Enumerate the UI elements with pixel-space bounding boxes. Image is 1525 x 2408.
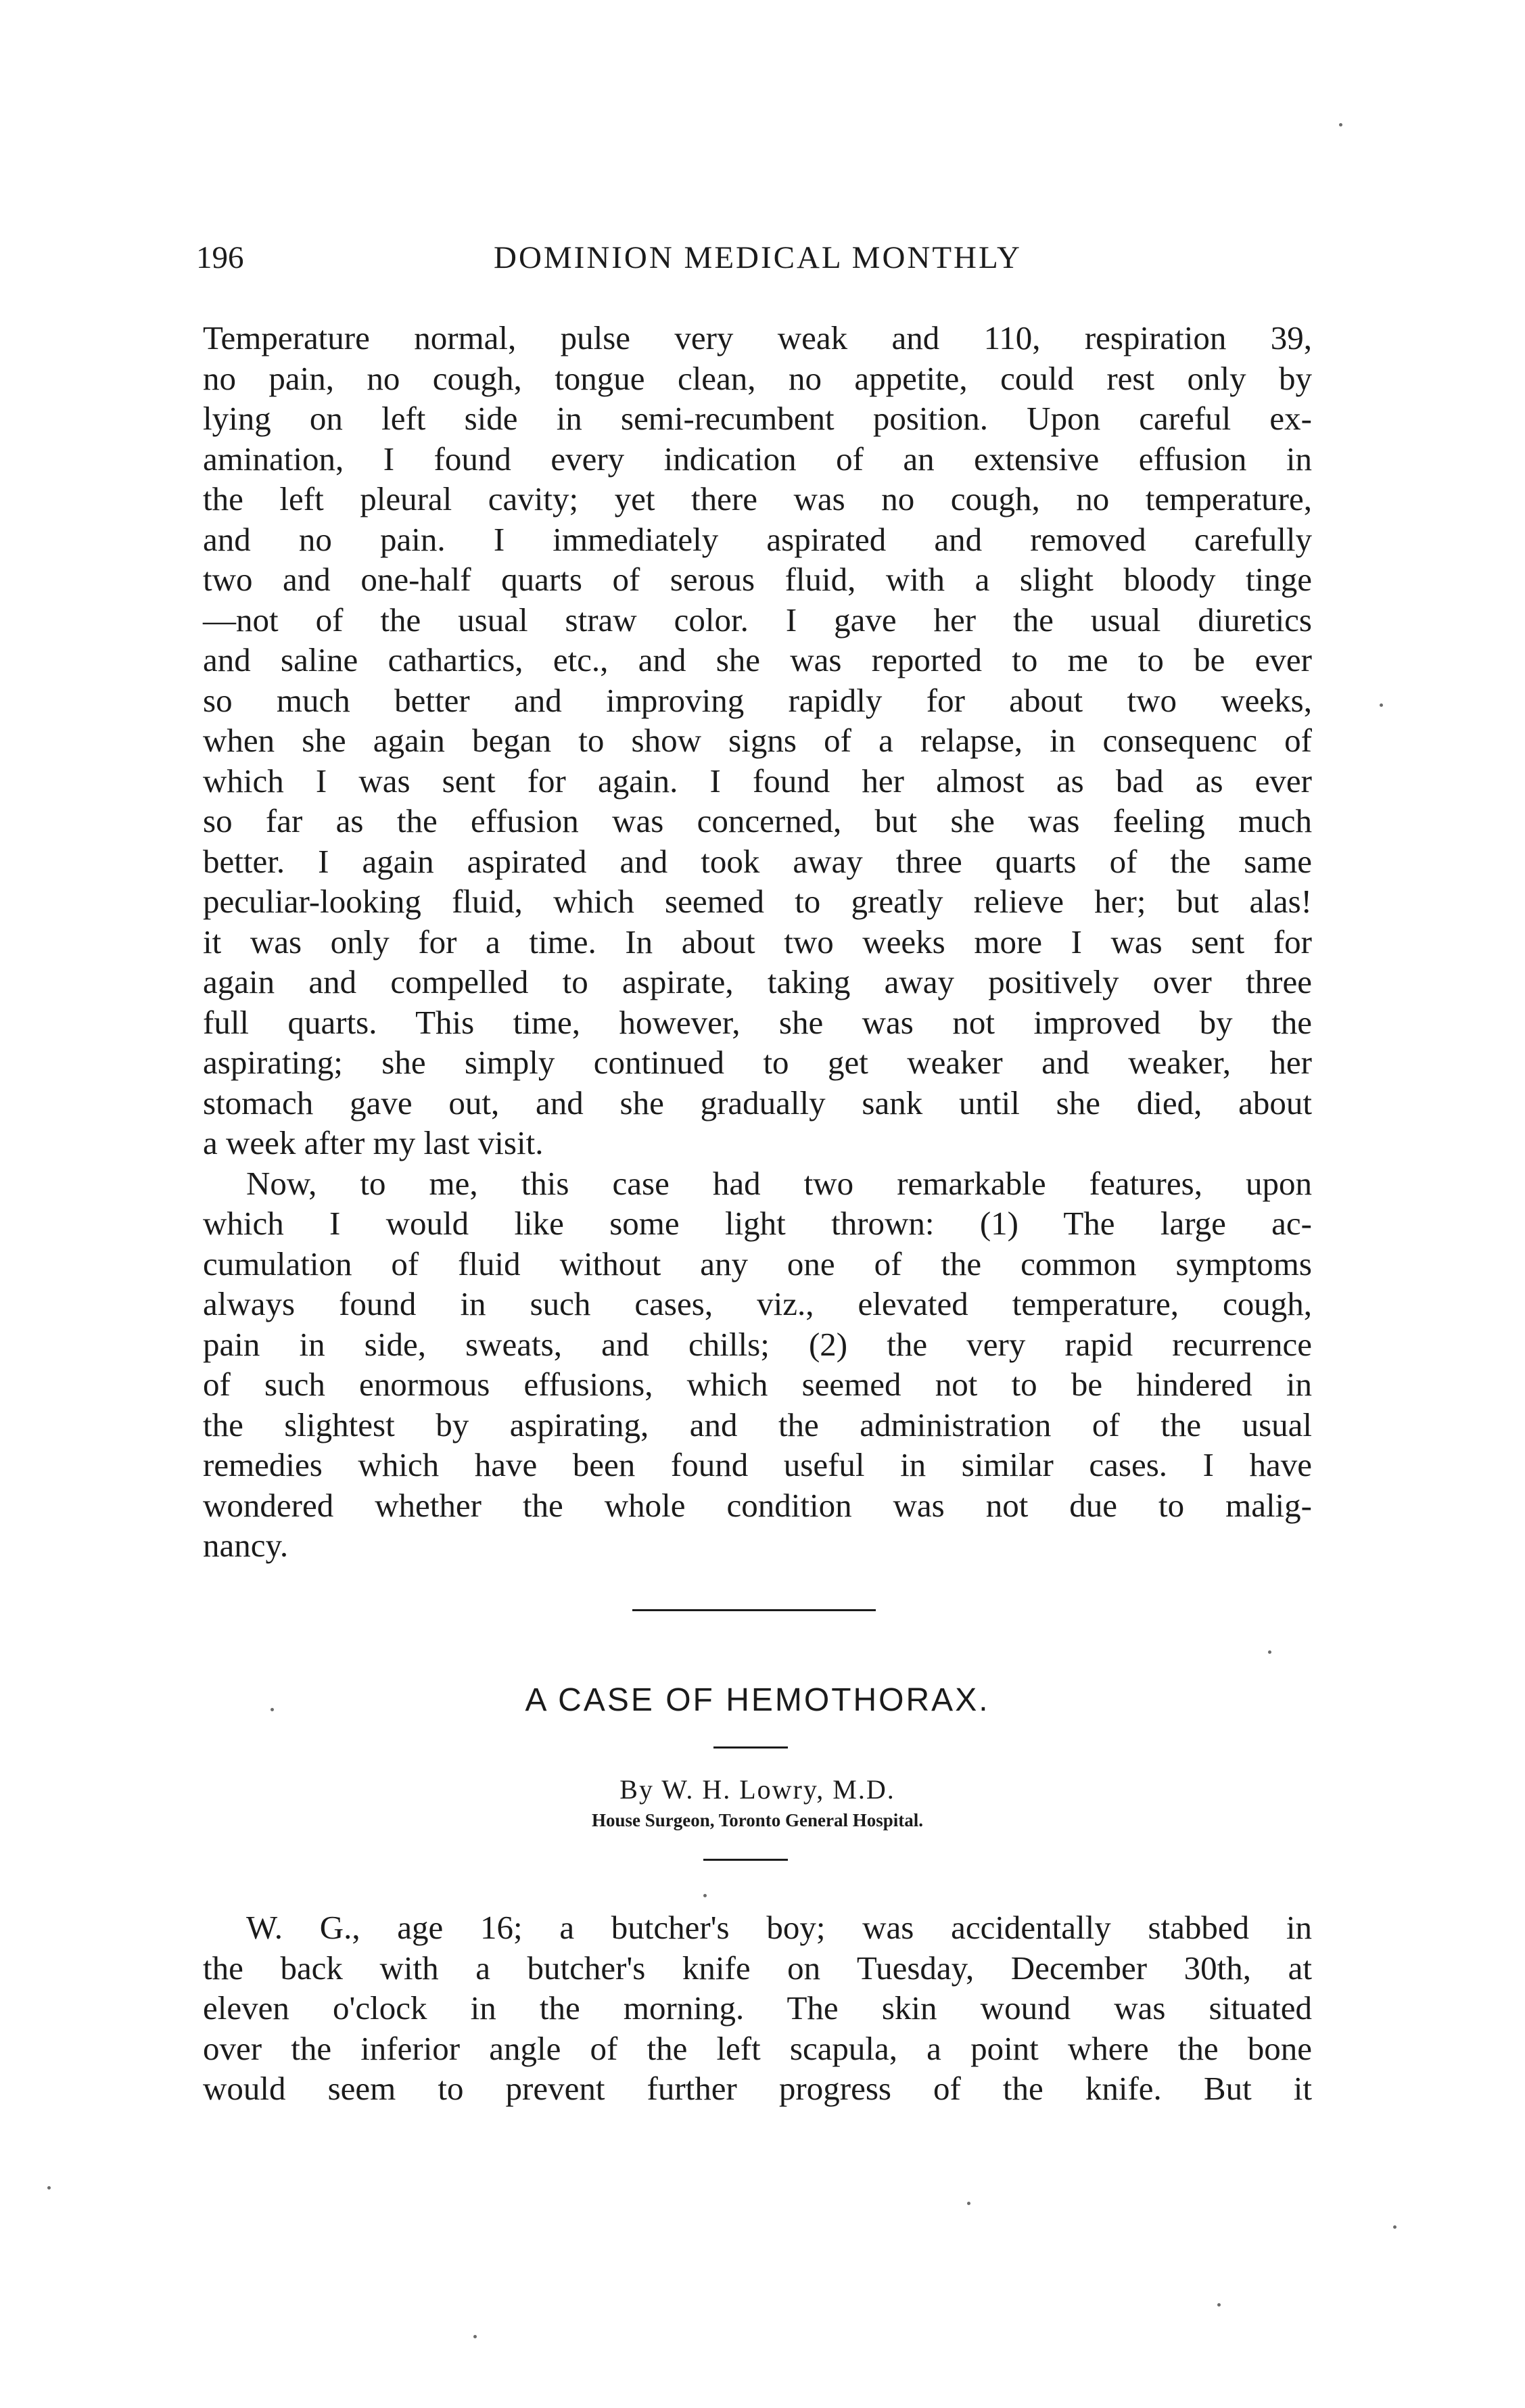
body-line: better. I again aspirated and took away three quarts of the same xyxy=(203,842,1312,880)
body-line: cumulation of fluid without any one of the common symptoms xyxy=(203,1245,1312,1282)
body-line: of such enormous effusions, which seemed not to be hindered in xyxy=(203,1366,1312,1403)
scan-speck xyxy=(1217,2303,1221,2307)
body-line: lying on left side in semi-recumbent position. Upon careful ex- xyxy=(203,400,1312,437)
scan-speck xyxy=(1339,123,1342,126)
article-line: would seem to prevent further progress of the knife. But it xyxy=(203,2070,1312,2107)
body-line: aspirating; she simply continued to get weaker and weaker, her xyxy=(203,1044,1312,1081)
case-report-body xyxy=(203,318,1312,1566)
body-line: the slightest by aspirating, and the administration of the usual xyxy=(203,1406,1312,1443)
body-line: peculiar-looking fluid, which seemed to greatly relieve her; but alas! xyxy=(203,883,1312,920)
article-line: over the inferior angle of the left scapula, a point where the bone xyxy=(203,2029,1312,2067)
scan-speck xyxy=(703,1894,707,1897)
scan-speck xyxy=(271,1708,274,1711)
scan-speck xyxy=(473,2335,477,2338)
title-rule xyxy=(713,1746,788,1749)
scan-speck xyxy=(967,2202,970,2205)
scan-speck xyxy=(47,2186,51,2190)
byline-rule xyxy=(703,1859,788,1861)
article-line: W. G., age 16; a butcher's boy; was accidentally stabbed in xyxy=(246,1909,1312,1946)
body-line: and no pain. I immediately aspirated and removed carefully xyxy=(203,520,1312,558)
body-line: again and compelled to aspirate, taking away positively over three xyxy=(203,963,1312,1000)
article-title: A CASE OF HEMOTHORAX. xyxy=(525,1682,990,1718)
body-line: Temperature normal, pulse very weak and 110, respiration 39, xyxy=(203,319,1312,356)
body-line: Now, to me, this case had two remarkable features, upon xyxy=(246,1164,1312,1202)
scan-speck xyxy=(1268,1650,1271,1654)
body-line: stomach gave out, and she gradually sank until she died, about xyxy=(203,1084,1312,1121)
body-line: full quarts. This time, however, she was not improved by the xyxy=(203,1003,1312,1041)
article-body xyxy=(203,1907,1312,2109)
body-line: which I was sent for again. I found her almost as bad as ever xyxy=(203,762,1312,800)
body-line: wondered whether the whole condition was not due to malig- xyxy=(203,1486,1312,1524)
body-line: so much better and improving rapidly for about two weeks, xyxy=(203,681,1312,719)
body-line: two and one-half quarts of serous fluid, with a slight bloody tinge xyxy=(203,561,1312,598)
body-line: pain in side, sweats, and chills; (2) the very rapid recurrence xyxy=(203,1325,1312,1363)
body-line: the left pleural cavity; yet there was no cough, no temperature, xyxy=(203,480,1312,517)
body-line: always found in such cases, viz., elevated temperature, cough, xyxy=(203,1285,1312,1322)
scan-speck xyxy=(1380,703,1383,707)
page-number: 196 xyxy=(196,240,244,275)
body-line: nancy. xyxy=(203,1527,289,1564)
author-affiliation: House Surgeon, Toronto General Hospital. xyxy=(591,1810,924,1830)
running-head: DOMINION MEDICAL MONTHLY xyxy=(494,240,1022,275)
body-line: it was only for a time. In about two weeks more I was sent for xyxy=(203,923,1312,960)
body-line: when she again began to show signs of a relapse, in consequenc of xyxy=(203,722,1312,759)
body-line: —not of the usual straw color. I gave her the usual diuretics xyxy=(203,601,1312,639)
scan-speck xyxy=(1393,2225,1397,2229)
body-line: so far as the effusion was concerned, but she was feeling much xyxy=(203,802,1312,839)
body-line: which I would like some light thrown: (1) The large ac- xyxy=(203,1205,1312,1242)
article-line: the back with a butcher's knife on Tuesday, December 30th, at xyxy=(203,1949,1312,1987)
body-line: a week after my last visit. xyxy=(203,1124,544,1161)
author-byline: By W. H. Lowry, M.D. xyxy=(619,1774,895,1805)
page-header xyxy=(196,237,1312,279)
body-line: amination, I found every indication of an extensive effusion in xyxy=(203,440,1312,478)
body-line: remedies which have been found useful in similar cases. I have xyxy=(203,1446,1312,1483)
section-divider-rule xyxy=(632,1609,876,1611)
article-line: eleven o'clock in the morning. The skin wound was situated xyxy=(203,1989,1312,2027)
body-line: no pain, no cough, tongue clean, no appetite, could rest only by xyxy=(203,359,1312,397)
body-line: and saline cathartics, etc., and she was reported to me to be ever xyxy=(203,641,1312,678)
